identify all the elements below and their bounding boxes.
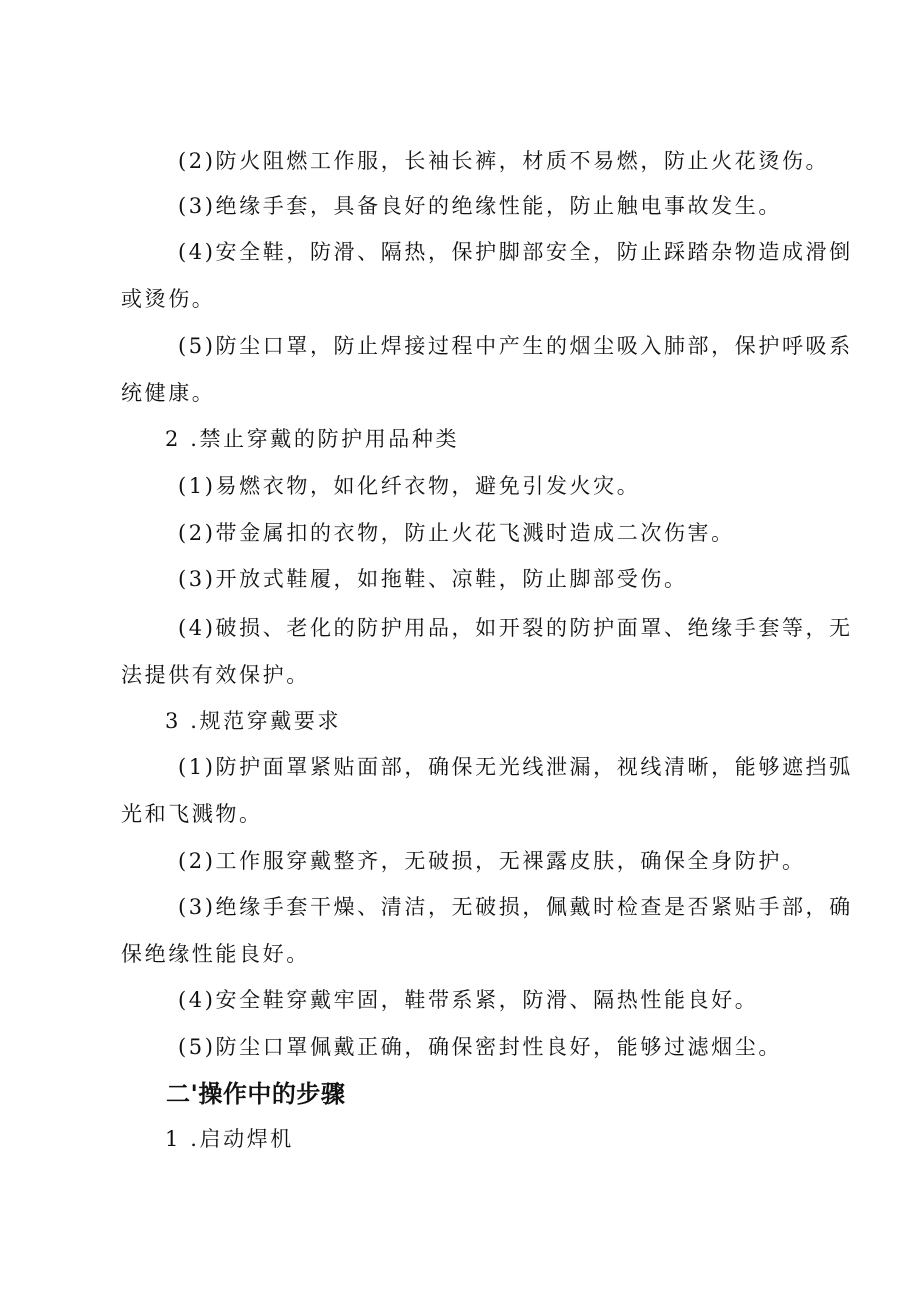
- prohibited-item-damaged-gear: (4)破损、老化的防护用品，如开裂的防护面罩、绝缘手套等，无: [178, 616, 853, 640]
- item-safety-shoes: (4)安全鞋，防滑、隔热，保护脚部安全，防止踩踏杂物造成滑倒: [178, 240, 853, 264]
- requirement-insulating-gloves-continued: 保绝缘性能良好。: [121, 942, 310, 966]
- step-start-welder: 1 .启动焊机: [165, 1127, 294, 1151]
- requirement-safety-shoes: (4)安全鞋穿戴牢固，鞋带系紧，防滑、隔热性能良好。: [178, 988, 759, 1012]
- section-wearing-requirements-title: 3 .规范穿戴要求: [165, 709, 342, 733]
- requirement-face-shield-continued: 光和飞溅物。: [121, 802, 263, 826]
- requirement-work-clothes: (2)工作服穿戴整齐，无破损，无裸露皮肤，确保全身防护。: [178, 849, 806, 873]
- item-safety-shoes-continued: 或烫伤。: [121, 287, 216, 311]
- requirement-dust-mask: (5)防尘口罩佩戴正确，确保密封性良好，能够过滤烟尘。: [178, 1035, 782, 1059]
- item-dust-mask: (5)防尘口罩，防止焊接过程中产生的烟尘吸入肺部，保护呼吸系: [178, 334, 853, 358]
- item-flame-retardant-clothing: (2)防火阻燃工作服，长袖长裤，材质不易燃，防止火花烫伤。: [178, 149, 830, 173]
- requirement-insulating-gloves: (3)绝缘手套干燥、清洁，无破损，佩戴时检查是否紧贴手部，确: [178, 895, 853, 919]
- item-insulating-gloves: (3)绝缘手套，具备良好的绝缘性能，防止触电事故发生。: [178, 194, 782, 218]
- prohibited-item-damaged-gear-continued: 法提供有效保护。: [121, 663, 310, 687]
- requirement-face-shield: (1)防护面罩紧贴面部，确保无光线泄漏，视线清晰，能够遮挡弧: [178, 755, 853, 779]
- prohibited-item-flammable-clothing: (1)易燃衣物，如化纤衣物，避免引发火灾。: [178, 474, 641, 498]
- item-dust-mask-continued: 统健康。: [121, 381, 216, 405]
- prohibited-item-open-shoes: (3)开放式鞋履，如拖鞋、凉鞋，防止脚部受伤。: [178, 567, 688, 591]
- section-operation-steps-heading: 二'操作中的步骤: [166, 1080, 346, 1108]
- section-prohibited-items-title: 2 .禁止穿戴的防护用品种类: [165, 427, 460, 451]
- prohibited-item-metal-buckles: (2)带金属扣的衣物，防止火花飞溅时造成二次伤害。: [178, 521, 735, 545]
